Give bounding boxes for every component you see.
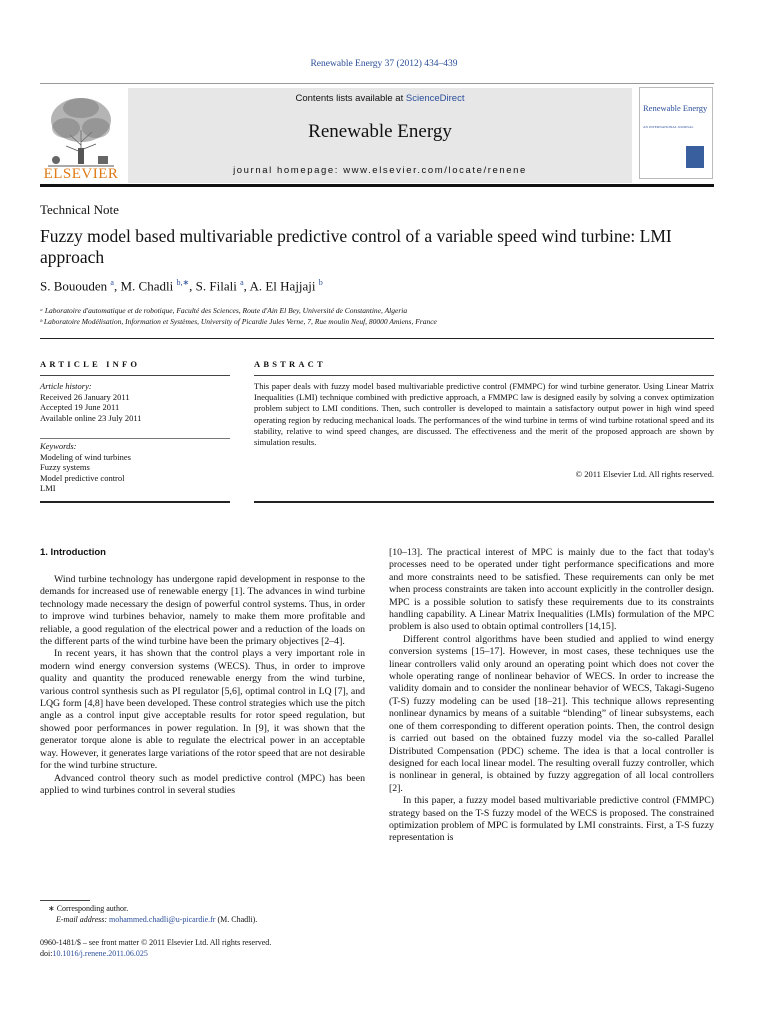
keyword: LMI [40, 483, 56, 493]
front-matter [40, 937, 271, 959]
article-info-rule [40, 375, 230, 376]
author: M. Chadli [120, 278, 174, 294]
history-label: Article history: [40, 381, 92, 391]
cover-title: Renewable Energy [643, 103, 708, 113]
contents-line: Contents lists available at ScienceDirect [295, 93, 465, 104]
author: S. Bououden [40, 278, 108, 294]
abstract-heading: ABSTRACT [254, 359, 326, 369]
doi-link[interactable]: 10.1016/j.renene.2011.06.025 [52, 949, 148, 958]
masthead-bottom-bar [40, 184, 714, 187]
journal-cover [639, 87, 713, 179]
affiliation-b: ᵇ Laboratoire Modélisation, Information et Systèmes, University of Picardie Jules Verne, 7, Rue moulin Neuf, 80000 Amiens, France [40, 317, 437, 326]
footnote [40, 903, 257, 925]
body-column-left [40, 574, 365, 797]
keywords-rule [40, 438, 230, 439]
article-title: Fuzzy model based multivariable predictive control of a variable speed wind turbine: LMI approach [40, 226, 672, 267]
author-email-link[interactable]: mohammed.chadli@u-picardie.fr [109, 915, 216, 924]
body-paragraph: In this paper, a fuzzy model based multivariable predictive control (FMMPC) strategy based on the T-S fuzzy model of the WECS is proposed. The constrained optimization problem of MPC is formulated by LMI constraints. First, a T-S fuzzy representation is [389, 795, 714, 844]
author-affil-mark[interactable]: b,∗ [176, 278, 190, 287]
author: S. Filali [195, 278, 237, 294]
history-item: Accepted 19 June 2011 [40, 402, 120, 412]
running-head[interactable]: Renewable Energy 37 (2012) 434–439 [310, 59, 458, 69]
article-history [40, 381, 142, 423]
abstract-bottom-rule [254, 501, 714, 503]
info-bottom-rule [40, 501, 230, 503]
body-paragraph: Advanced control theory such as model predictive control (MPC) has been applied to wind turbines control in several studies [40, 772, 365, 796]
body-paragraph: Different control algorithms have been studied and applied to wind energy conversion systems [15–17]. However, in most cases, these techniques use the linear controllers valid only around an operating point which does not cover the whole operating range of nonlinear behavior of WECS. In order to increase the validity domain and to consider the nonlinear behavior of WECS, Takagi-Sugeno (T-S) fuzzy modeling can be used [18–21]. This technique allows representing nonlinear dynamics by means of a suitable “blending” of linear subsystems, each one of them corresponding to different operation points. Then, the control design is carried out based on the obtained fuzzy model via the so-called Parallel Distributed Compensation (PDC) scheme. The idea is that a local controller is designed for each local linear model. The resulting overall fuzzy controller, which is nonlinear in general, is obtained by fuzzy aggregation of all local controllers [2]. [389, 633, 714, 794]
author-list: S. Bououden $^a$, M. Chadli $^{b,∗}$, S. Filali $^a$, A. El Hajjaji $^b$ [40, 278, 323, 294]
journal-homepage[interactable]: journal homepage: www.elsevier.com/locate/renene [233, 165, 527, 176]
keyword: Fuzzy systems [40, 462, 90, 472]
corresponding-author-note: ∗ Corresponding author. [48, 904, 129, 913]
author-affil-mark[interactable]: a [240, 278, 244, 287]
email-suffix: (M. Chadli). [215, 915, 258, 924]
body-paragraph: Wind turbine technology has undergone rapid development in response to the demands for increased use of renewable energy [1]. The advances in wind turbine technology made necessary the design of powerful control systems. Thus, in order to improve wind turbines behavior, namely to make them more profitable and reliable, a good regulation of the electrical power and a reduction of the loads on the different parts of the wind turbine have been the primary objectives [2–4]. [40, 574, 365, 648]
abstract-copyright: © 2011 Elsevier Ltd. All rights reserved. [575, 469, 714, 479]
author-affil-mark[interactable]: b [318, 278, 323, 287]
sciencedirect-link[interactable]: ScienceDirect [405, 93, 465, 104]
body-paragraph: In recent years, it has shown that the control plays a very important role in modern wind energy conversion systems (WECS). Thus, in order to improve quality and quantity the produced renewable energy from the wind turbine, various control synthesis such as PI regulator [5,6], optimal control in LQ [7], and LQG form [4,8] have been developed. These control strategies which use the pitch angle as a control input give acceptable results for rotor speed regulation, but showed poor performances in power regulation. In [9], it was shown that the generator torque alone is able to regulate the electrical power in an acceptable way. However, it generates large variations of the rotor speed that are not desirable for the wind turbine structure. [40, 648, 365, 772]
cover-subtitle: AN INTERNATIONAL JOURNAL [643, 125, 694, 129]
author-affil-mark[interactable]: a [110, 278, 114, 287]
affiliation-a: ᵃ Laboratoire d'automatique et de robotique, Faculté des Sciences, Route d'Ain El Bey, Université de Constantine, Algeria [40, 306, 408, 315]
section-divider [40, 338, 714, 339]
section-heading-introduction: 1. Introduction [40, 547, 106, 558]
abstract-rule [254, 375, 714, 376]
email-label: E-mail address: [56, 915, 110, 924]
author: A. El Hajjaji [249, 278, 316, 294]
doi-label: doi: [40, 949, 53, 958]
cover-graphic [686, 146, 704, 168]
body-column-right [389, 547, 714, 845]
keywords [40, 441, 131, 494]
publisher-name: ELSEVIER [43, 166, 119, 182]
top-divider [40, 83, 714, 84]
issn-line: 0960-1481/$ – see front matter © 2011 Elsevier Ltd. All rights reserved. [40, 938, 272, 947]
article-info-heading: ARTICLE INFO [40, 359, 141, 369]
keywords-label: Keywords: [40, 441, 77, 451]
history-item: Received 26 January 2011 [40, 391, 130, 402]
article-type: Technical Note [40, 202, 119, 217]
abstract-text: This paper deals with fuzzy model based multivariable predictive control (FMMPC) for wind turbine generator. Using Linear Matrix Inequalities (LMI) technique combined with predictive approach, a FMMPC law is designed easily by solving a convex optimization problem subject to LMI conditions. Then, such controller is developed to maintain a satisfactory output power in high wind speed operating region by reducing mechanical loads. The performances of the wind turbine in terms of wind turbine rotational speed and its stability, relative to wind speed changes, are discussed. The effectiveness and the merit of the proposed approach are shown by simulation results. [254, 381, 714, 448]
footnote-rule [40, 900, 90, 901]
journal-title: Renewable Energy [308, 121, 452, 142]
keyword: Modeling of wind turbines [40, 451, 131, 462]
history-item: Available online 23 July 2011 [40, 412, 142, 423]
keyword: Model predictive control [40, 472, 125, 483]
body-paragraph: [10–13]. The practical interest of MPC is mainly due to the fact that today's processes need to be operated under tight performance specifications and more and more constraints need to be satisfied. These requirements can only be met when process constraints are taken into account explicitly in the controller design. MPC is a possible solution to satisfy these requirements due to its constraints handling capability. A Linear Matrix Inequalities (LMIs) formulation of the MPC problem is also used to obtain optimal controllers [14,15]. [389, 547, 714, 633]
